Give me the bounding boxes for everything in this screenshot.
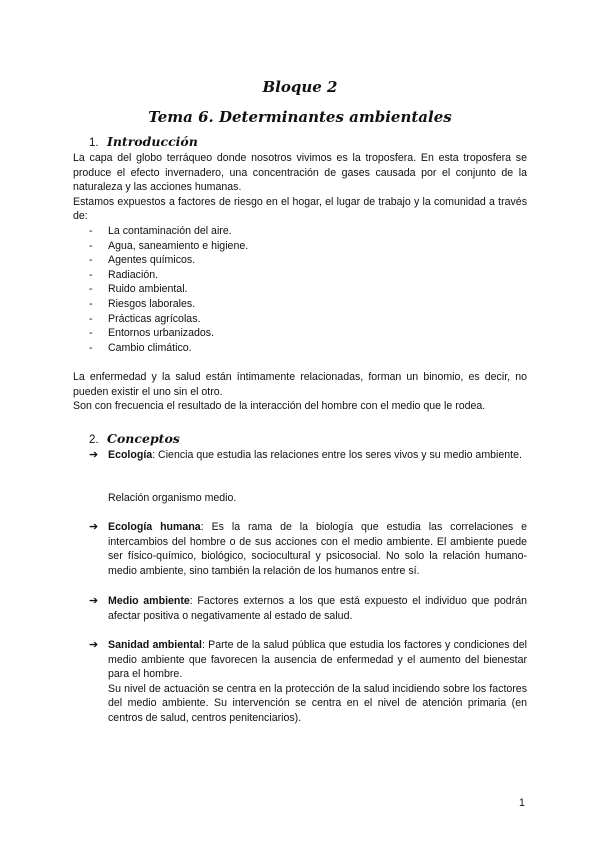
list-item: [89, 312, 248, 327]
intro-paragraph-1: La capa del globo terráqueo donde nosotros vivimos es la troposfera. En esta troposfera se produce el efecto invernadero, una concentración de gases causada por el conjunto de la naturaleza y las acciones humanas.: [73, 152, 527, 194]
list-item: [89, 341, 248, 356]
intro-paragraph-2: Estamos expuestos a factores de riesgo en el hogar, el lugar de trabajo y la comunidad a través de:: [73, 195, 527, 223]
list-dash: -: [89, 297, 93, 310]
section-1-title: Introducción: [107, 134, 198, 149]
list-item-text: Radiación.: [108, 268, 159, 281]
page-number: 1: [519, 797, 525, 809]
list-item-text: Riesgos laborales.: [108, 297, 196, 310]
list-item-text: Agentes químicos.: [108, 254, 196, 267]
health-paragraphs: [73, 370, 527, 414]
concept-definition: : Ciencia que estudia las relaciones entre los seres vivos y su medio ambiente.: [152, 449, 522, 461]
list-item-text: La contaminación del aire.: [108, 225, 232, 237]
list-dash: -: [89, 225, 93, 237]
concept-definition: : Es la rama de la biología que estudia las correlaciones e intercambios del hombre o de sus acciones con el medio ambiente. El ambiente puede ser físico-químico, biológico, sociocultural y psicosocial. No solo la relación humano-medio ambiente, sino también la relación de los humanos entre sí.: [108, 521, 527, 577]
concept-term: Ecología: [108, 449, 153, 461]
list-item-text: Cambio climático.: [108, 341, 192, 354]
list-dash: -: [89, 283, 93, 296]
arrow-bullet-icon: ➔: [89, 595, 99, 607]
concept-medio-ambiente: [89, 594, 527, 623]
list-item: [89, 268, 248, 283]
section-1-number: 1.: [89, 137, 99, 149]
health-paragraph-2: Son con frecuencia el resultado de la interacción del hombre con el medio que le rodea.: [73, 400, 486, 413]
concept-ecologia-note: Relación organismo medio.: [108, 492, 237, 504]
list-item: [89, 253, 248, 268]
list-item: [89, 239, 248, 254]
list-item-text: Ruido ambiental.: [108, 283, 188, 296]
concept-body: [108, 594, 527, 623]
list-dash: -: [89, 341, 93, 354]
concept-body: [108, 520, 527, 578]
list-item-text: Prácticas agrícolas.: [108, 312, 201, 325]
list-dash: -: [89, 268, 93, 281]
section-2-heading: [89, 431, 180, 448]
concept-sanidad-ambiental: [89, 638, 527, 726]
concept-definition-continued: Su nivel de actuación se centra en la protección de la salud incidiendo sobre los factores del medio ambiente. Su intervención se centra en el nivel de atención primaria (en centros de salud, centros penitenciarios).: [108, 682, 527, 724]
concept-ecologia: [89, 448, 527, 463]
concept-ecologia-humana: [89, 520, 527, 578]
concept-definition: : Factores externos a los que está expuesto el individuo que podrán afectar positiva o negativamente al estado de salud.: [108, 595, 527, 622]
list-dash: -: [89, 327, 93, 340]
list-item: [89, 224, 248, 239]
concept-body: [108, 448, 527, 463]
block-title: Bloque 2: [262, 78, 338, 96]
arrow-bullet-icon: ➔: [89, 449, 99, 461]
list-dash: -: [89, 312, 93, 325]
concept-body: [108, 638, 527, 726]
concept-term: Sanidad ambiental: [108, 639, 202, 651]
list-dash: -: [89, 239, 93, 252]
list-item: [89, 297, 248, 312]
section-2-number: 2.: [89, 434, 99, 446]
list-item-text: Agua, saneamiento e higiene.: [108, 239, 249, 252]
intro-paragraphs: [73, 151, 527, 224]
section-2-title: Conceptos: [107, 431, 180, 446]
list-item: [89, 326, 248, 341]
risk-factor-list: [89, 224, 248, 355]
topic-title: Tema 6. Determinantes ambientales: [148, 108, 452, 126]
list-item: [89, 282, 248, 297]
health-paragraph-1: La enfermedad y la salud están íntimamente relacionadas, forman un binomio, es decir, no pueden existir el uno sin el otro.: [73, 371, 527, 398]
arrow-bullet-icon: ➔: [89, 639, 99, 651]
arrow-bullet-icon: ➔: [89, 521, 99, 533]
list-item-text: Entornos urbanizados.: [108, 327, 215, 340]
concept-term: Medio ambiente: [108, 595, 190, 607]
concept-term: Ecología humana: [108, 521, 201, 533]
concept-definition: : Parte de la salud pública que estudia los factores y condiciones del medio ambiente que favorecen la ausencia de enfermedad y el aumento del bienestar para el hombre.: [108, 639, 528, 681]
section-1-heading: [89, 134, 198, 151]
list-dash: -: [89, 254, 93, 267]
